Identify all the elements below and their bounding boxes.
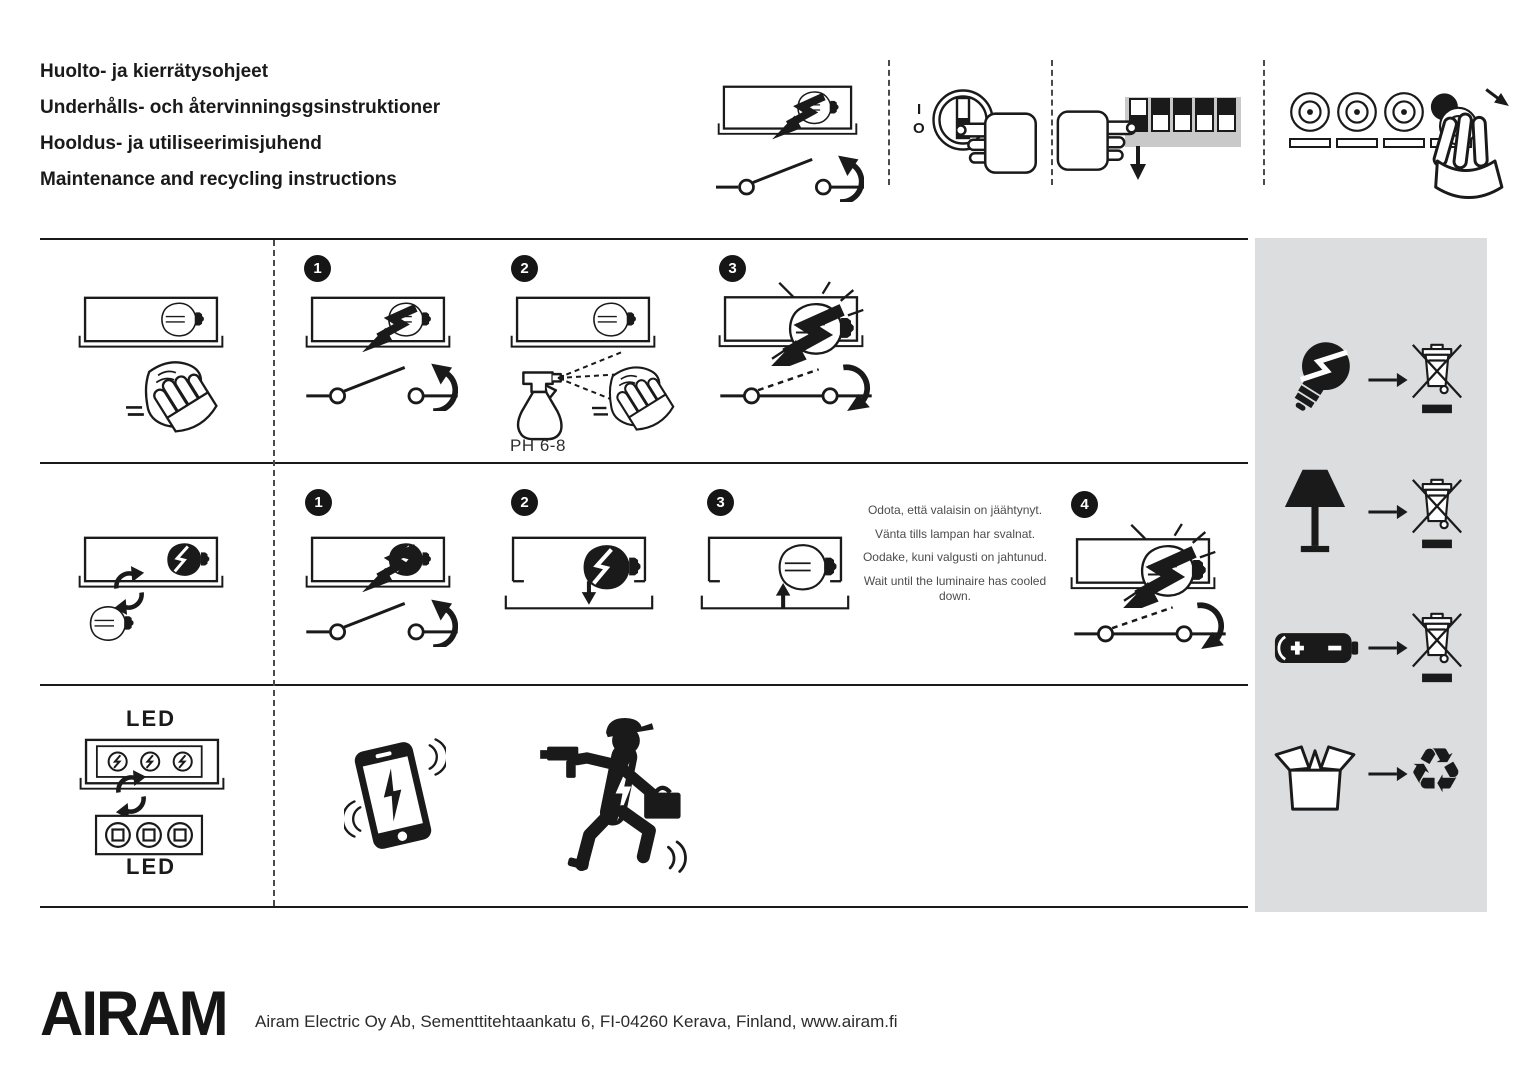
wipe-hand-icon (592, 360, 680, 440)
dimmer-knob-icon (1382, 90, 1426, 134)
led-strip-icon (94, 814, 204, 856)
table-rule (40, 684, 1248, 686)
recycling-panel (1255, 238, 1487, 912)
switch-closed-icon (720, 358, 872, 411)
insert-lamp-icon (700, 536, 850, 612)
step-badge: 3 (707, 489, 734, 516)
step-badge: 2 (511, 255, 538, 282)
switch-open-icon (306, 594, 458, 647)
switch-open-icon (306, 358, 458, 411)
header-divider (1263, 60, 1265, 185)
led-label: LED (126, 706, 176, 731)
knob-slot (1289, 138, 1331, 148)
page-title-sv: Underhålls- och återvinningsgsinstruktioner (40, 97, 441, 118)
wait-note-sv: Vänta tills lampan har svalnat. (874, 526, 1036, 541)
luminaire-icon (76, 296, 226, 352)
wait-note-fi: Odota, että valaisin on jäähtynyt. (867, 503, 1043, 517)
step-badge: 1 (304, 255, 331, 282)
arrow-right-icon (1368, 766, 1408, 782)
page-title-et: Hooldus- ja utiliseerimisjuhend (40, 133, 322, 154)
luminaire-icon (715, 85, 860, 139)
switch-closed-icon (1074, 596, 1226, 649)
luminaire-icon (508, 296, 658, 352)
vibration-arcs-icon (428, 738, 446, 776)
arrow-right-icon (1368, 372, 1408, 388)
knob-slot (1336, 138, 1378, 148)
pressing-hand-icon (956, 112, 1038, 176)
table-rule (40, 462, 1248, 464)
table-rule (40, 906, 1248, 908)
remove-lamp-icon (504, 536, 654, 612)
turn-knob-hand-icon (1425, 86, 1528, 208)
vibration-arcs-icon (344, 800, 362, 838)
luminaire-mains-icon (303, 296, 453, 352)
arrow-right-icon (1368, 504, 1408, 520)
wipe-hand-icon (126, 354, 224, 443)
step-badge: 4 (1071, 491, 1098, 518)
electrician-icon (540, 712, 692, 881)
switch-open-icon (716, 150, 864, 202)
step-badge: 2 (511, 489, 538, 516)
packaging-waste-icon (1274, 743, 1356, 813)
table-divider (273, 240, 275, 906)
weee-bin-icon (1412, 342, 1462, 416)
swap-arrows-icon (108, 770, 154, 819)
wait-note-et: Oodake, kuni valgusti on jahtunud. (862, 550, 1048, 565)
recycle-icon: ♻ (1408, 734, 1464, 807)
knob-slot (1383, 138, 1425, 148)
dimmer-knob-icon (1335, 90, 1379, 134)
airam-logo: AIRAM (40, 978, 227, 1049)
wait-note-en: Wait until the luminaire has cooled down. (863, 573, 1047, 604)
power-off-label: O (913, 120, 925, 137)
led-label: LED (126, 854, 176, 879)
pressing-hand-icon (1056, 110, 1136, 173)
step-badge: 1 (305, 489, 332, 516)
weee-bin-icon (1412, 611, 1462, 685)
bulb-waste-icon (1292, 336, 1354, 428)
dimmer-knob-icon (1288, 90, 1332, 134)
down-arrow-icon (1130, 146, 1146, 182)
arrow-right-icon (1368, 640, 1408, 656)
power-on-label: I (917, 101, 922, 118)
title-block (40, 54, 440, 198)
table-rule (40, 238, 1248, 240)
page-title-en: Maintenance and recycling instructions (40, 169, 397, 190)
page-title: Huolto- ja kierrätysohjeet (40, 61, 269, 82)
wait-until-cooled-note (860, 503, 1050, 613)
dip-switch-icon (1125, 97, 1241, 147)
company-address: Airam Electric Oy Ab, Sementtitehtaankatu 6, FI-04260 Kerava, Finland, www.airam.fi (255, 1012, 898, 1031)
phone-icon (351, 738, 435, 852)
weee-bin-icon (1412, 477, 1462, 551)
header-divider (1051, 60, 1053, 185)
luminaire-mains-icon (303, 536, 453, 592)
luminaire-waste-icon (1283, 468, 1347, 553)
spray-ph-label: PH 6-8 (510, 436, 566, 455)
shining-bulb-icon (716, 281, 866, 366)
header-divider (888, 60, 890, 185)
step-badge: 3 (719, 255, 746, 282)
battery-waste-icon (1274, 632, 1360, 666)
new-bulb-icon (86, 604, 142, 643)
